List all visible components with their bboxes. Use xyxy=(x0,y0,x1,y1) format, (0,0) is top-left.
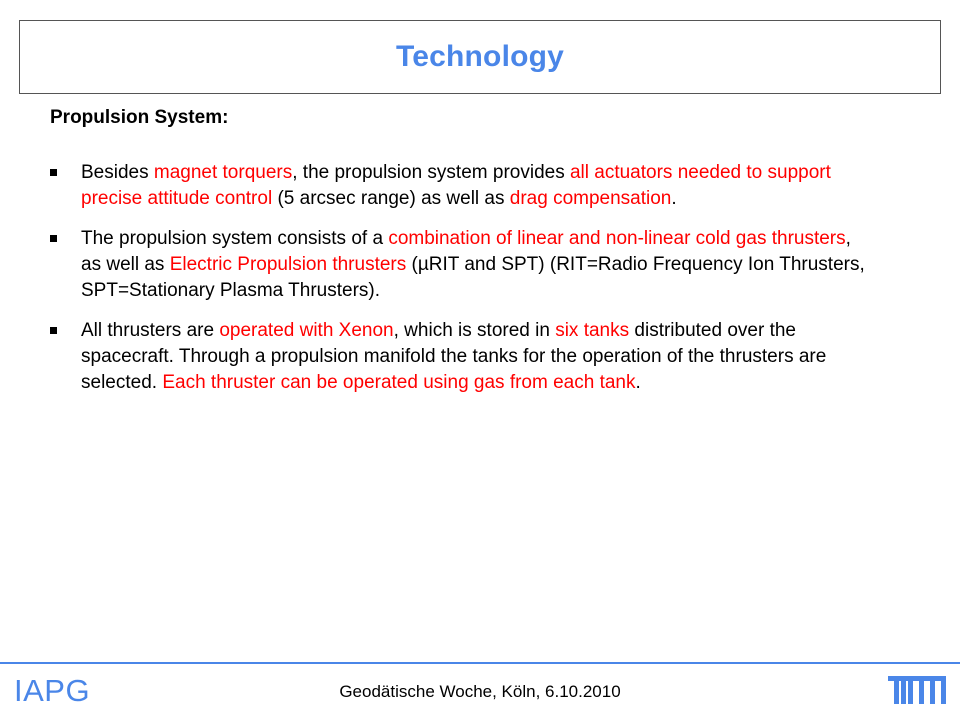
footer-event: Geodätische Woche, Köln, 6.10.2010 xyxy=(339,682,621,701)
highlighted-text: Each thruster can be operated using gas from each tank xyxy=(162,372,636,393)
text-segment: . xyxy=(635,372,641,393)
bullet-text xyxy=(81,162,831,209)
title-box xyxy=(19,20,941,94)
highlighted-text: all actuators needed to support precise attitude control xyxy=(81,162,831,209)
text-segment: , the propulsion system provides xyxy=(292,162,570,183)
text-segment: distributed over the spacecraft. Through a propulsion manifold the tanks for the operation of the thrusters are selected. xyxy=(81,320,827,393)
bullet-marker-icon xyxy=(50,327,57,334)
text-segment: The propulsion system consists of a xyxy=(81,228,389,249)
bullet-item xyxy=(50,160,870,212)
text-segment: , as well as xyxy=(81,228,851,275)
tum-logo-icon xyxy=(888,676,946,708)
footer-divider xyxy=(0,662,960,664)
institute-logo-text: IAPG xyxy=(14,673,91,708)
highlighted-text: Electric Propulsion thrusters xyxy=(169,254,407,275)
text-segment: Besides xyxy=(81,162,154,183)
text-segment: (5 arcsec range) as well as xyxy=(272,188,510,209)
bullet-item xyxy=(50,226,870,304)
text-segment: All thrusters are xyxy=(81,320,220,341)
highlighted-text: combination of linear and non-linear cold gas thrusters xyxy=(388,228,846,249)
slide-title: Technology xyxy=(395,40,565,73)
bullet-marker-icon xyxy=(50,235,57,242)
bullet-item xyxy=(50,318,870,396)
text-segment: (µRIT and SPT) (RIT=Radio Frequency Ion Thrusters, SPT=Stationary Plasma Thrusters). xyxy=(81,254,865,301)
highlighted-text: magnet torquers xyxy=(153,162,293,183)
bullet-marker-icon xyxy=(50,169,57,176)
text-segment: , which is stored in xyxy=(393,320,556,341)
section-heading: Propulsion System: xyxy=(50,107,229,128)
text-segment: . xyxy=(671,188,677,209)
bullet-list xyxy=(50,160,870,410)
highlighted-text: six tanks xyxy=(555,320,630,341)
highlighted-text: drag compensation xyxy=(509,188,672,209)
bullet-text xyxy=(81,320,826,393)
highlighted-text: operated with Xenon xyxy=(219,320,394,341)
bullet-text xyxy=(81,228,865,301)
